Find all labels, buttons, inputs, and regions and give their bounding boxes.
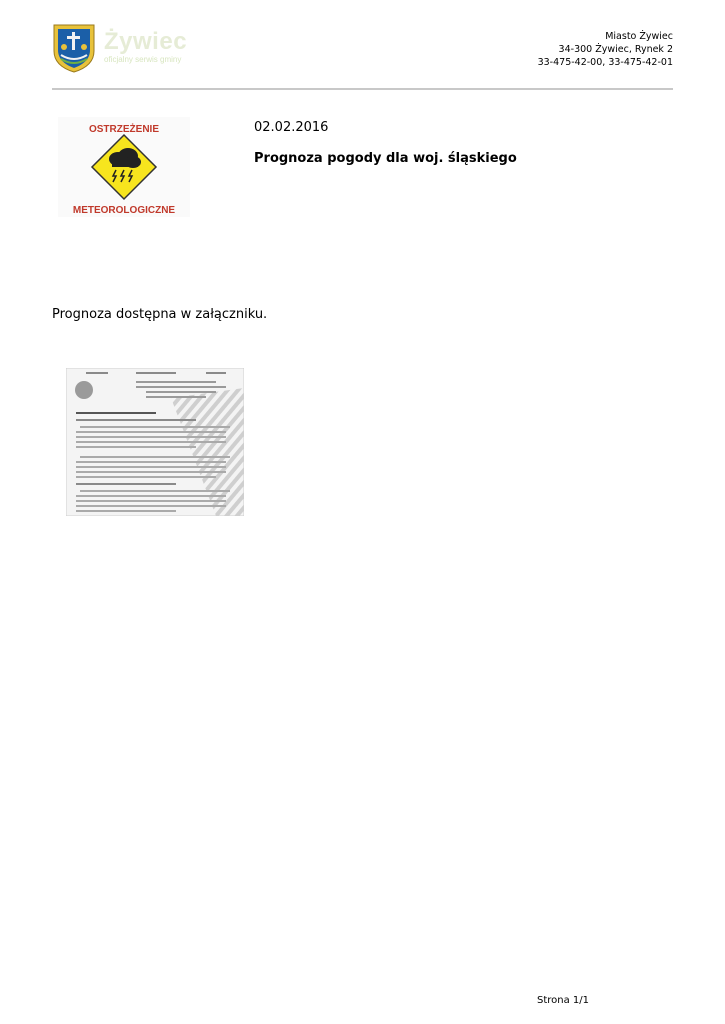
contact-phones: 33-475-42-00, 33-475-42-01: [537, 57, 673, 68]
article-title: Prognoza pogody dla woj. śląskiego: [254, 151, 517, 166]
header-divider: [52, 88, 673, 90]
article-body: Prognoza dostępna w załączniku.: [52, 307, 268, 322]
page-number: Strona 1/1: [537, 995, 590, 1006]
site-logo[interactable]: [52, 23, 197, 75]
contact-block: [538, 30, 673, 69]
contact-name: Miasto Żywiec: [605, 31, 673, 42]
meteorological-warning-image[interactable]: [58, 117, 190, 217]
brand-name: Żywiec: [104, 28, 188, 55]
brand-tagline: oficjalny serwis gminy: [104, 55, 182, 64]
article-date: 02.02.2016: [254, 120, 329, 135]
contact-address: 34-300 Żywiec, Rynek 2: [558, 44, 673, 55]
warning-line2: METEOROLOGICZNE: [72, 205, 176, 216]
attachment-thumbnail[interactable]: [66, 368, 244, 516]
city-crest-icon: [52, 23, 96, 73]
warning-line1: OSTRZEŻENIE: [88, 124, 160, 135]
